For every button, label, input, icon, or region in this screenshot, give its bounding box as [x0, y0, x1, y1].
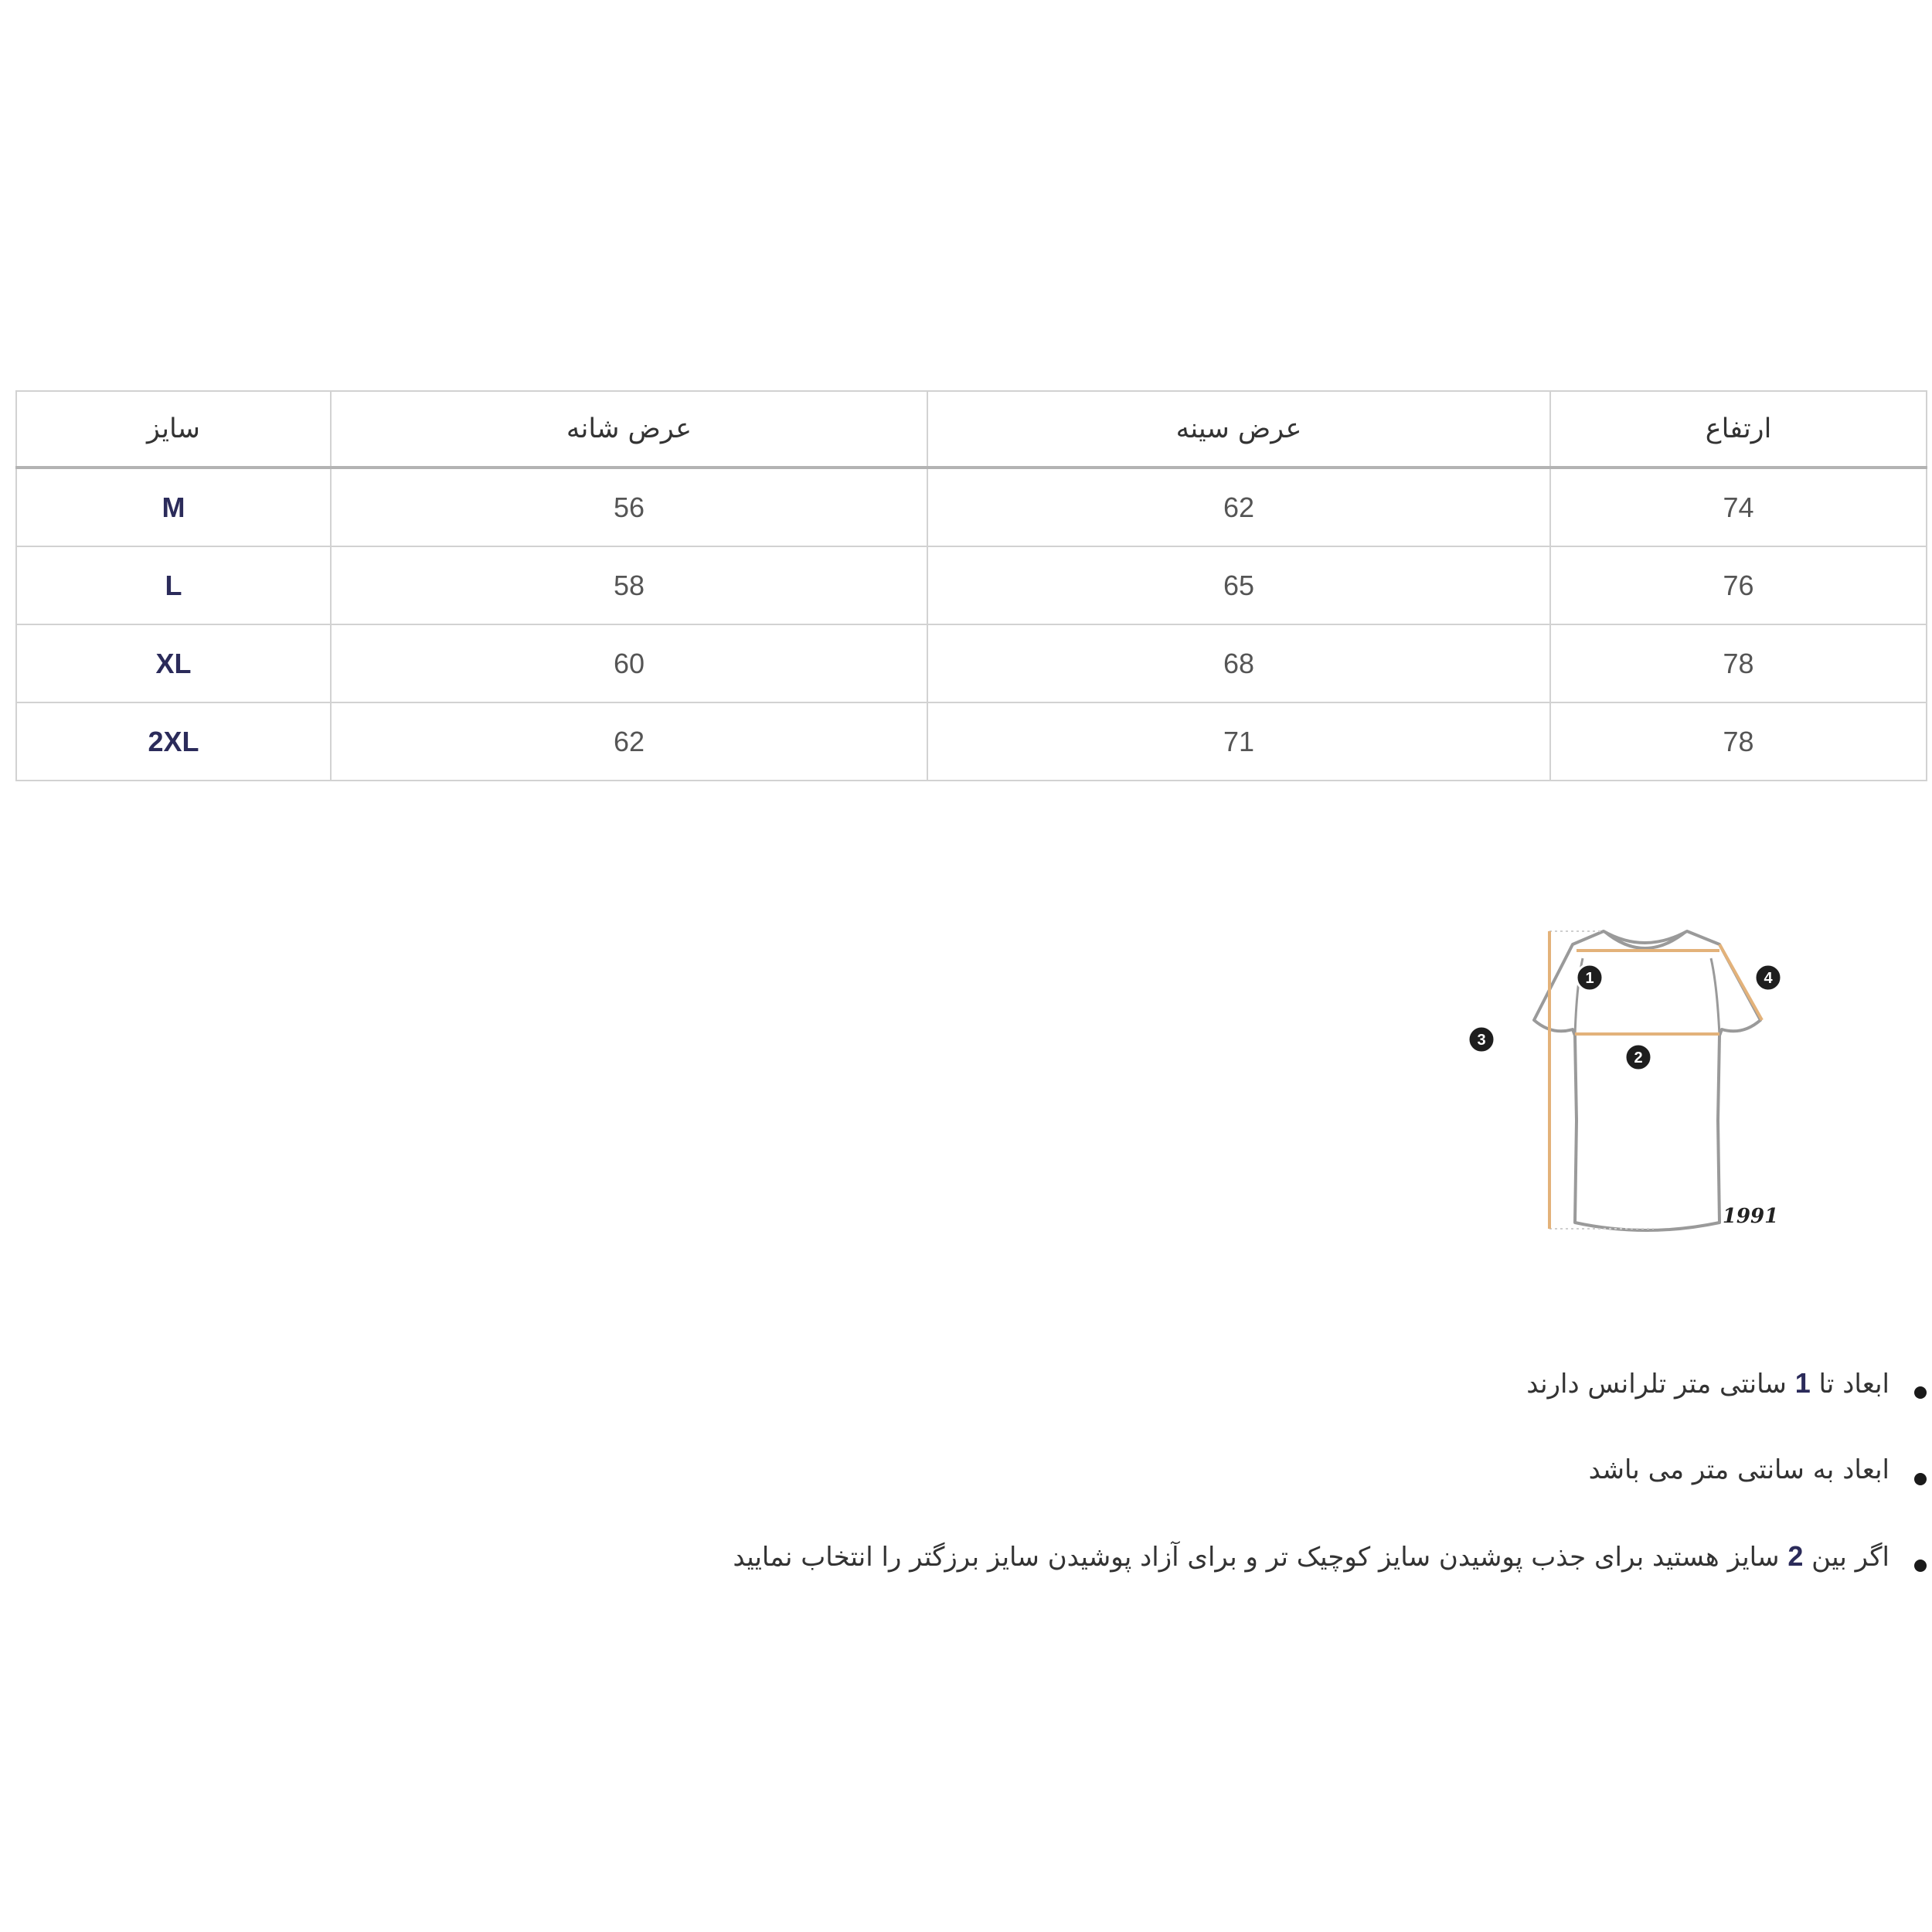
note-text: ابعاد تا — [1810, 1369, 1889, 1400]
shoulder-width-value: 62 — [331, 702, 927, 781]
chest-width-value: 62 — [927, 468, 1550, 546]
height-value: 78 — [1550, 702, 1927, 781]
bullet-icon — [1914, 1386, 1927, 1399]
table-row — [16, 624, 1927, 702]
table-header-row — [16, 391, 1927, 468]
svg-text:4: 4 — [1764, 970, 1773, 987]
size-notes-list — [576, 1360, 1889, 1620]
tshirt-outline-icon — [1534, 931, 1760, 1230]
height-value: 76 — [1550, 546, 1927, 624]
chest-width-value: 65 — [927, 546, 1550, 624]
shoulder-width-value: 58 — [331, 546, 927, 624]
height-value: 78 — [1550, 624, 1927, 702]
table-row — [16, 468, 1927, 546]
table-row — [16, 546, 1927, 624]
marker-3-icon — [1468, 1026, 1495, 1053]
size-value: XL — [16, 624, 331, 702]
shoulder-width-value: 56 — [331, 468, 927, 546]
brand-logo: 1991 — [1722, 1205, 1779, 1228]
marker-4-icon — [1755, 964, 1781, 991]
chest-width-value: 68 — [927, 624, 1550, 702]
size-value: L — [16, 546, 331, 624]
bullet-icon — [1914, 1560, 1927, 1572]
header-height: ارتفاع — [1550, 391, 1927, 468]
marker-2-icon — [1625, 1044, 1651, 1070]
list-item — [576, 1533, 1889, 1620]
bullet-icon — [1914, 1473, 1927, 1485]
height-value: 74 — [1550, 468, 1927, 546]
header-shoulder-width: عرض شانه — [331, 391, 927, 468]
size-value: 2XL — [16, 702, 331, 781]
size-value: M — [16, 468, 331, 546]
svg-text:1: 1 — [1585, 970, 1594, 987]
shoulder-width-value: 60 — [331, 624, 927, 702]
tshirt-measurement-diagram — [1453, 912, 1793, 1236]
size-chart-table — [15, 390, 1927, 781]
list-item — [576, 1447, 1889, 1533]
note-text: سایز هستید برای جذب پوشیدن سایز کوچیک تر و برای آزاد پوشیدن سایز برزگتر را انتخاب نمایید — [733, 1542, 1788, 1573]
svg-text:2: 2 — [1634, 1049, 1643, 1066]
list-item — [576, 1360, 1889, 1447]
note-number: 1 — [1794, 1367, 1811, 1399]
header-chest-width: عرض سینه — [927, 391, 1550, 468]
note-text: ابعاد به سانتی متر می باشد — [1588, 1454, 1889, 1485]
note-number: 2 — [1787, 1540, 1804, 1572]
svg-text:3: 3 — [1477, 1032, 1486, 1049]
table-row — [16, 702, 1927, 781]
header-size: سایز — [16, 391, 331, 468]
note-text: اگر بین — [1803, 1542, 1889, 1573]
marker-1-icon — [1577, 964, 1603, 991]
note-text: سانتی متر تلرانس دارند — [1526, 1369, 1795, 1400]
chest-width-value: 71 — [927, 702, 1550, 781]
